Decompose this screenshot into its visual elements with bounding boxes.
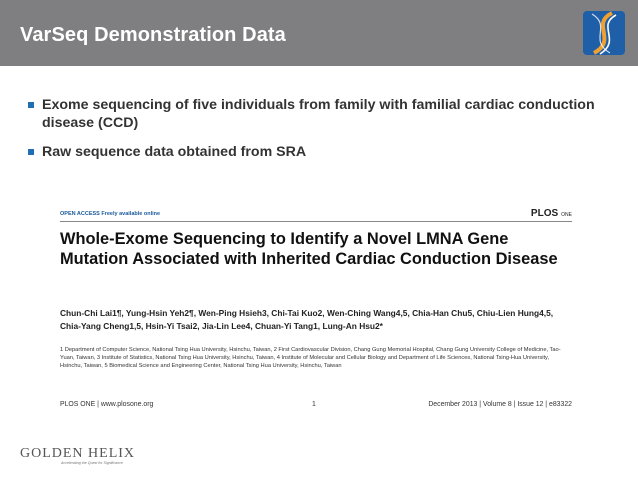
journal-name: PLOS [530, 208, 559, 219]
citation-journal: PLOS ONE | www.plosone.org [60, 401, 154, 408]
bullet-item: Raw sequence data obtained from SRA [26, 143, 616, 161]
bullet-list [26, 96, 616, 172]
paper-excerpt [60, 203, 572, 421]
paper-authors: Chun-Chi Lai1¶, Yung-Hsin Yeh2¶, Wen-Ping Hsieh3, Chi-Tai Kuo2, Wen-Ching Wang4,5, Chia-Han Chu5, Chiu-Lien Hung4,5, Chia-Yang Cheng1,5, Hsin-Yi Tsai2, Jia-Lin Lee4, Chuan-Yi Tang1, Lung-An Hsu2* [60, 308, 554, 331]
footer-logo [20, 446, 140, 468]
bullet-item: Exome sequencing of five individuals from family with familial cardiac conduction disease (CCD) [26, 96, 616, 132]
citation-issue: December 2013 | Volume 8 | Issue 12 | e83322 [428, 401, 572, 408]
brand-tagline: Accelerating the Quest for Significance [61, 461, 123, 465]
golden-helix-logo-icon [582, 10, 626, 56]
journal-sub: ONE [561, 212, 572, 218]
paper-header [60, 208, 572, 222]
paper-citation [60, 401, 572, 411]
journal-logo [531, 208, 572, 219]
slide-title: VarSeq Demonstration Data [20, 24, 286, 46]
open-access-label: OPEN ACCESS Freely available online [60, 211, 161, 217]
paper-title: Whole-Exome Sequencing to Identify a Novel LMNA Gene Mutation Associated with Inherited Cardiac Conduction Disease [60, 230, 558, 268]
brand-wordmark: GOLDEN HELIX [20, 446, 136, 461]
title-bar [0, 0, 638, 66]
header-divider [60, 221, 572, 222]
paper-affiliations: 1 Department of Computer Science, National Tsing Hua University, Hsinchu, Taiwan, 2 First Cardiovascular Division, Chang Gung Memorial Hospital, Chang Gung University College of Medicine, Tao-Yuan, Taiwan, 3 Institute of Statistics, National Tsing Hua University, Hsinchu, Taiwan, 4 Institute of Molecular and Cellular Biology and Department of Life Sciences, National Tsing-Hua University, Hsinchu, Taiwan, 5 Biomedical Science and Engineering Center, National Tsing Hua University, Hsinchu, Taiwan [60, 347, 561, 370]
citation-page: 1 [312, 401, 316, 408]
